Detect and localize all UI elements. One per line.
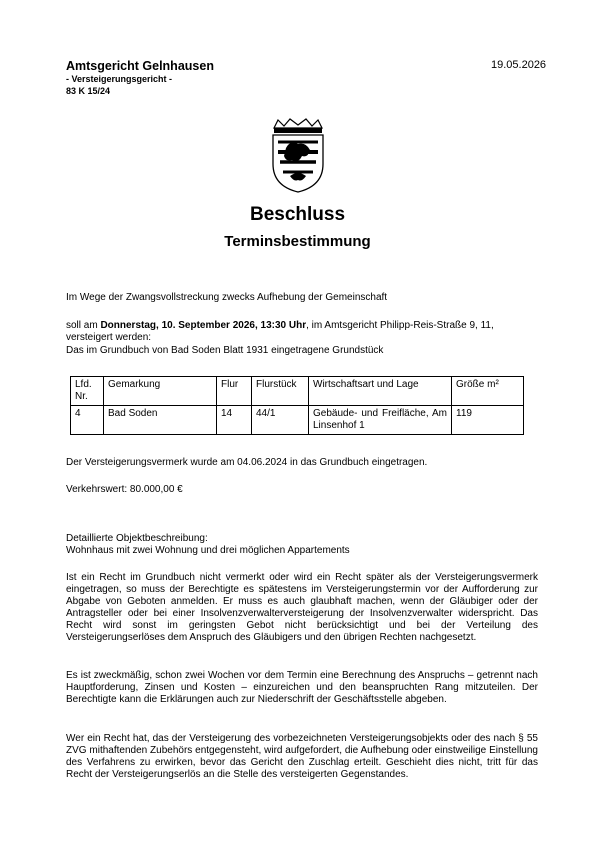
document-title: Beschluss xyxy=(249,204,346,225)
table-cell: 14 xyxy=(217,406,252,435)
object-description: Wohnhaus mit zwei Wohnung und drei möglichen Appartements xyxy=(66,545,350,556)
hesse-coat-of-arms-icon xyxy=(268,118,328,194)
register-note: Der Versteigerungsvermerk wurde am 04.06.2024 in das Grundbuch eingetragen. xyxy=(66,457,428,468)
table-header: Wirtschaftsart und Lage xyxy=(309,377,452,406)
table-header-row xyxy=(71,377,524,406)
file-number: 83 K 15/24 xyxy=(66,86,111,96)
market-value: Verkehrswert: 80.000,00 € xyxy=(66,484,183,495)
table-cell: Gebäude- und Freifläche, Am Linsenhof 1 xyxy=(309,406,452,435)
paragraph-rights-registration: Ist ein Recht im Grundbuch nicht vermerkt oder wird ein Recht später als der Versteigerungsvermerk eingetragen, so muss der Berechtigte es spätestens im Versteigerungstermin vor der Aufforderung zur Abgabe von Geboten anmelden. Er muss es auch glaubhaft machen, wenn der Gläubiger oder der Antragsteller oder bei einer Insolvenzverwalterversteigerung der Insolvenzverwalter widerspricht. Das Recht wird sonst im geringsten Gebot nicht berücksichtigt und bei der Verteilung des Versteigerungserlöses dem Anspruch des Gläubigers und den übrigen Rechten nachgesetzt. xyxy=(66,572,538,643)
appointment-text: soll am Donnerstag, 10. September 2026, 13:30 Uhr, im Amtsgericht Philipp-Reis-Straße 9, 11, versteigert werden: xyxy=(66,320,494,343)
table-cell: 4 xyxy=(71,406,104,435)
paragraph-opposing-rights: Wer ein Recht hat, das der Versteigerung des vorbezeichneten Versteigerungsobjekts oder des nach § 55 ZVG mithaftenden Zubehörs entgegensteht, wird aufgefordert, die Aufhebung oder einstweilige Einstellung des Verfahrens zu erwirken, bevor das Gericht den Zuschlag erteilt. Geschieht dies nicht, tritt für das Recht der Versteigerungserlös an die Stelle des versteigerten Gegenstandes. xyxy=(66,733,538,780)
table-header: Lfd. Nr. xyxy=(71,377,104,406)
table-cell: 44/1 xyxy=(252,406,309,435)
table-header: Größe m² xyxy=(452,377,524,406)
court-name: Amtsgericht Gelnhausen xyxy=(66,59,214,73)
table-cell: 119 xyxy=(452,406,524,435)
table-header: Flurstück xyxy=(252,377,309,406)
table-header: Flur xyxy=(217,377,252,406)
description-label: Detaillierte Objektbeschreibung: xyxy=(66,533,208,544)
property-intro: Das im Grundbuch von Bad Soden Blatt 1931 eingetragene Grundstück xyxy=(66,345,384,356)
appointment-datetime: Donnerstag, 10. September 2026, 13:30 Uhr xyxy=(100,320,307,331)
document-subtitle: Terminsbestimmung xyxy=(224,233,371,250)
table-cell: Bad Soden xyxy=(104,406,217,435)
intro-text: Im Wege der Zwangsvollstreckung zwecks Aufhebung der Gemeinschaft xyxy=(66,292,388,303)
paragraph-claim-calculation: Es ist zweckmäßig, schon zwei Wochen vor dem Termin eine Berechnung des Anspruchs – getrennt nach Hauptforderung, Zinsen und Kosten – einzureichen und den beanspruchten Rang mitzuteilen. Der Berechtigte kann die Erklärungen auch zur Niederschrift der Geschäftsstelle abgeben. xyxy=(66,670,538,705)
property-table xyxy=(70,376,524,435)
table-row xyxy=(71,406,524,435)
table-header: Gemarkung xyxy=(104,377,217,406)
court-department: - Versteigerungsgericht - xyxy=(66,74,173,84)
document-date: 19.05.2026 xyxy=(491,59,547,71)
